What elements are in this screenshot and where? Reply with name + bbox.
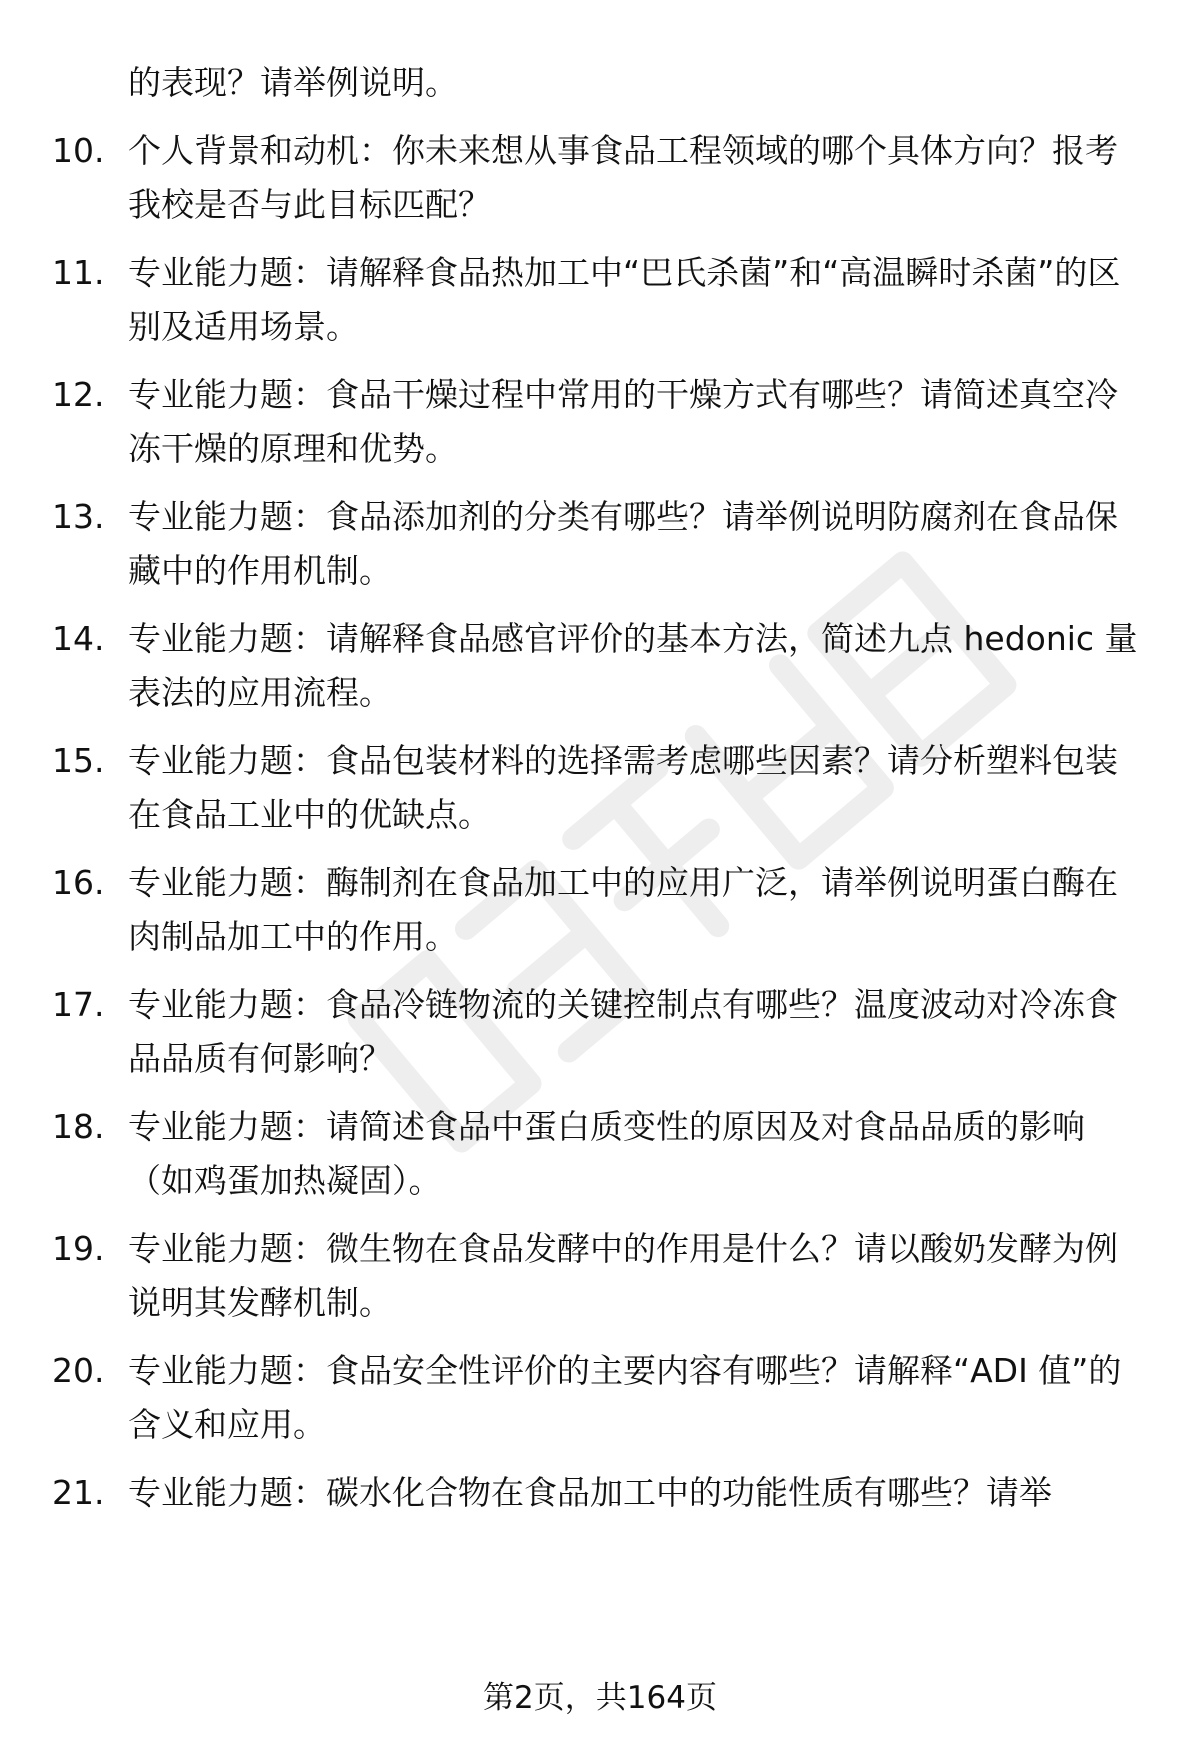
page-footer: 第2页，共164页	[483, 1680, 717, 1716]
question-item	[52, 1100, 1152, 1208]
question-number: 15.	[52, 741, 105, 780]
question-item	[52, 490, 1152, 598]
question-number: 13.	[52, 497, 105, 536]
question-number: 17.	[52, 985, 105, 1024]
question-number: 14.	[52, 619, 105, 658]
question-number: 18.	[52, 1107, 105, 1146]
question-item	[52, 1222, 1152, 1330]
question-number: 12.	[52, 375, 105, 414]
question-item	[52, 612, 1152, 720]
question-item	[52, 1344, 1152, 1452]
question-item	[52, 246, 1152, 354]
question-text: 专业能力题：请解释食品热加工中“巴氏杀菌”和“高温瞬时杀菌”的区别及适用场景。	[128, 253, 1121, 346]
question-text: 专业能力题：请解释食品感官评价的基本方法，简述九点 hedonic 量表法的应用流程。	[128, 619, 1138, 712]
question-number: 20.	[52, 1351, 105, 1390]
question-item	[52, 856, 1152, 964]
question-number: 10.	[52, 131, 105, 170]
question-item	[52, 368, 1152, 476]
question-number: 19.	[52, 1229, 105, 1268]
question-text: 专业能力题：酶制剂在食品加工中的应用广泛，请举例说明蛋白酶在肉制品加工中的作用。	[128, 863, 1118, 956]
question-number: 11.	[52, 253, 105, 292]
question-item	[52, 1466, 1152, 1520]
question-text: 专业能力题：微生物在食品发酵中的作用是什么？请以酸奶发酵为例说明其发酵机制。	[128, 1229, 1118, 1322]
continued-question-text: 的表现？请举例说明。	[128, 63, 458, 102]
question-text: 专业能力题：请简述食品中蛋白质变性的原因及对食品品质的影响（如鸡蛋加热凝固）。	[128, 1107, 1085, 1200]
question-text: 专业能力题：食品包装材料的选择需考虑哪些因素？请分析塑料包装在食品工业中的优缺点。	[128, 741, 1118, 834]
question-text: 专业能力题：食品冷链物流的关键控制点有哪些？温度波动对冷冻食品品质有何影响？	[128, 985, 1118, 1078]
question-number: 16.	[52, 863, 105, 902]
question-text: 专业能力题：食品干燥过程中常用的干燥方式有哪些？请简述真空冷冻干燥的原理和优势。	[128, 375, 1118, 468]
question-item	[52, 124, 1152, 232]
question-text: 专业能力题：食品添加剂的分类有哪些？请举例说明防腐剂在食品保藏中的作用机制。	[128, 497, 1118, 590]
question-number: 21.	[52, 1473, 105, 1512]
question-item	[52, 734, 1152, 842]
question-text: 个人背景和动机：你未来想从事食品工程领域的哪个具体方向？报考我校是否与此目标匹配？	[128, 131, 1118, 224]
question-text: 专业能力题：食品安全性评价的主要内容有哪些？请解释“ADI 值”的含义和应用。	[128, 1351, 1122, 1444]
question-text: 专业能力题：碳水化合物在食品加工中的功能性质有哪些？请举	[128, 1473, 1052, 1512]
question-item	[52, 978, 1152, 1086]
